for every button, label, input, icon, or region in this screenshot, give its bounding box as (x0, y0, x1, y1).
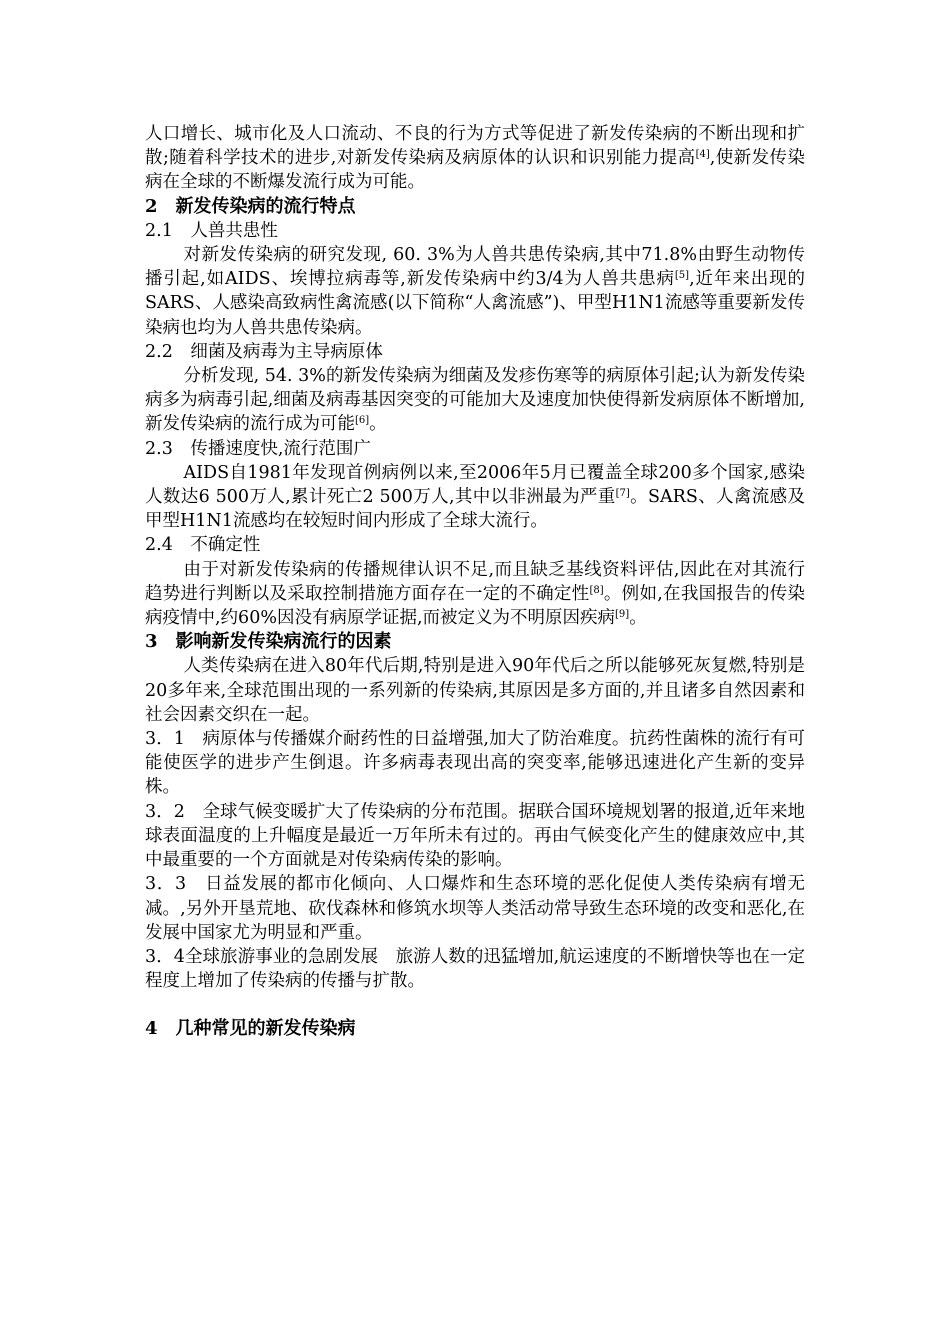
section-2-1-paragraph: 对新发传染病的研究发现, 60. 3%为人兽共患传染病,其中71.8%由野生动物传播引起,如AIDS、埃博拉病毒等,新发传染病中约3/4为人兽共患病[5],近年来出现的SARS、人感染高致病性禽流感(以下简称“人禽流感”)、甲型H1N1流感等重要新发传染病也均为人兽共患传染病。 (145, 245, 806, 338)
section-2-3-heading: 2.3 传播速度快,流行范围广 (145, 438, 371, 459)
intro-paragraph: 人口增长、城市化及人口流动、不良的行为方式等促进了新发传染病的不断出现和扩散;随着科学技术的进步,对新发传染病及病原体的认识和识别能力提高[4],使新发传染病在全球的不断爆发流行成为可能。 (145, 124, 805, 193)
section-2-2-heading: 2.2 细菌及病毒为主导病原体 (145, 341, 383, 362)
section-2-4-paragraph: 由于对新发传染病的传播规律认识不足,而且缺乏基线资料评估,因此在对其流行趋势进行判断以及采取控制措施方面存在一定的不确定性[8]。例如,在我国报告的传染病疫情中,约60%因没有病原学证据,而被定义为不明原因疾病[9]。 (145, 559, 806, 629)
section-2-1-heading: 2.1 人兽共患性 (145, 220, 278, 241)
citation-4: [4] (695, 149, 710, 161)
spacer (145, 993, 805, 1017)
section-2-2-paragraph: 分析发现, 54. 3%的新发传染病为细菌及发疹伤寒等的病原体引起;认为新发传染病多为病毒引起,细菌及病毒基因突变的可能加大及速度加快使得新发病原体不断增加,新发传染病的流行成为可能[6]。 (145, 366, 805, 435)
section-3-4-paragraph: 3．4全球旅游事业的急剧发展 旅游人数的迅猛增加,航运速度的不断增快等也在一定程度上增加了传染病的传播与扩散。 (145, 946, 805, 992)
citation-6: [6] (355, 415, 370, 427)
section-2-4-heading: 2.4 不确定性 (145, 535, 261, 556)
citation-9: [9] (615, 609, 630, 621)
section-2-heading: 2 新发传染病的流行特点 (145, 195, 356, 217)
citation-7: [7] (615, 488, 630, 500)
section-3-intro-paragraph: 人类传染病在进入80年代后期,特别是进入90年代后之所以能够死灰复燃,特别是20多年来,全球范围出现的一系列新的传染病,其原因是多方面的,并且诸多自然因素和社会因素交织在一起。 (145, 656, 805, 725)
citation-5: [5] (674, 270, 690, 282)
section-3-1-paragraph: 3．1 病原体与传播媒介耐药性的日益增强,加大了防治难度。抗药性菌株的流行有可能使医学的进步产生倒退。许多病毒表现出高的突变率,能够迅速进化产生新的变异株。 (145, 729, 805, 798)
section-3-2-paragraph: 3．2 全球气候变暖扩大了传染病的分布范围。据联合国环境规划署的报道,近年来地球表面温度的上升幅度是最近一万年所未有过的。再由气候变化产生的健康效应中,其中最重要的一个方面就是对传染病传染的影响。 (145, 801, 805, 871)
section-3-heading: 3 影响新发传染病流行的因素 (145, 631, 392, 653)
document-page (145, 122, 805, 1042)
section-4-heading: 4 几种常见的新发传染病 (145, 1018, 356, 1040)
section-3-3-paragraph: 3．3 日益发展的都市化倾向、人口爆炸和生态环境的恶化促使人类传染病有增无减。,另外开垦荒地、砍伐森林和修筑水坝等人类活动常导致生态环境的改变和恶化,在发展中国家尤为明显和严重。 (145, 874, 805, 943)
section-2-3-paragraph: AIDS自1981年发现首例病例以来,至2006年5月已覆盖全球200多个国家,感染人数达6 500万人,累计死亡2 500万人,其中以非洲最为严重[7]。SARS、人禽流感及甲型H1N1流感均在较短时间内形成了全球大流行。 (145, 462, 805, 532)
citation-8: [8] (589, 584, 604, 596)
